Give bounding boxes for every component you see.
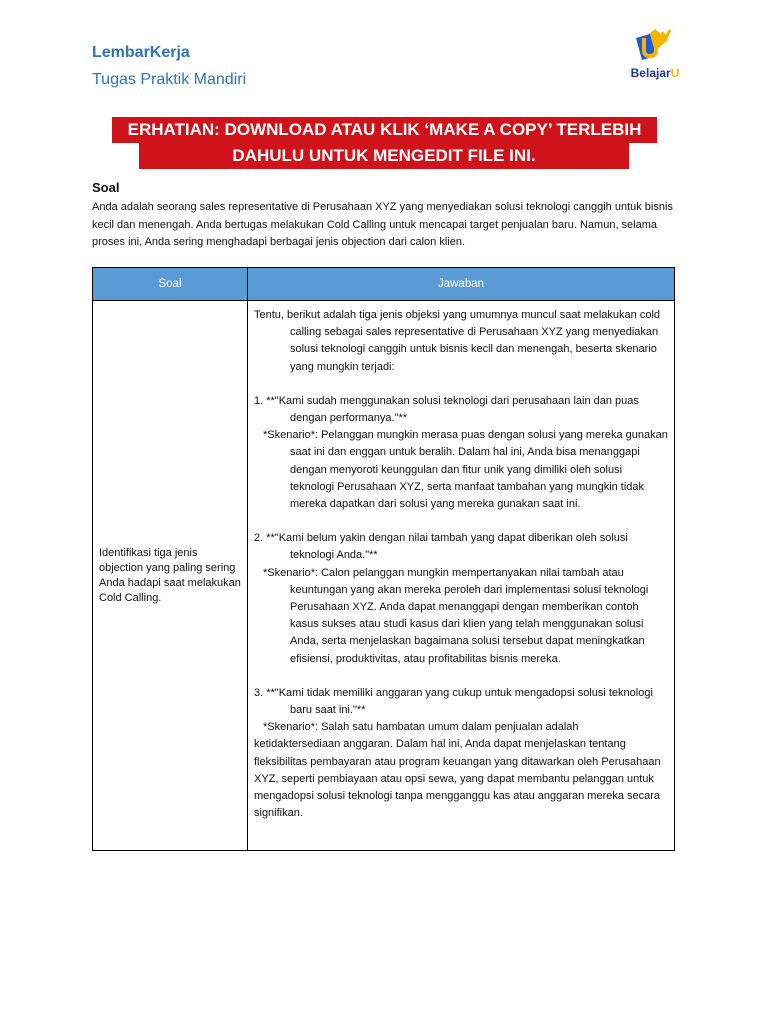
column-header-soal: Soal — [93, 268, 248, 301]
warning-banner — [0, 117, 768, 171]
answer-intro: Tentu, berikut adalah tiga jenis objeksi yang umumnya muncul saat melakukan cold calling sebagai sales representative di Perusahaan XYZ yang menyediakan solusi teknologi canggih untuk bisnis kecil dan menengah, beserta skenario yang mungkin terjadi: — [254, 309, 661, 373]
answer-cell — [248, 301, 675, 851]
soal-intro: Anda adalah seorang sales representative di Perusahaan XYZ yang menyediakan solusi teknologi canggih untuk bisnis kecil dan menengah. Anda bertugas melakukan Cold Calling untuk mencapai target penjualan baru. Namun, selama proses ini, Anda sering menghadapi berbagai jenis objection dari calon klien. — [92, 201, 673, 248]
logo-text-accent: U — [670, 66, 680, 80]
warning-line-2: DAHULU UNTUK MENGEDIT FILE INI. — [139, 143, 629, 169]
answer-item-3-scenario-label: *Skenario*: Salah satu hambatan umum dalam penjualan adalah — [263, 721, 579, 734]
qa-table — [92, 267, 675, 851]
worksheet-title: LembarKerja — [92, 44, 190, 61]
answer-item-1-quote: 1. **"Kami sudah menggunakan solusi teknologi dari perusahaan lain dan puas dengan performanya."** — [254, 394, 639, 425]
belajaru-logo-icon — [620, 26, 690, 66]
logo-text-main: Belajar — [630, 66, 671, 80]
belajaru-logo — [620, 26, 690, 86]
question-cell: Identifikasi tiga jenis objection yang paling sering Anda hadapi saat melakukan Cold Calling. — [93, 301, 248, 851]
column-header-jawaban: Jawaban — [248, 268, 675, 301]
worksheet-subtitle: Tugas Praktik Mandiri — [92, 71, 247, 88]
answer-item-2-scenario: *Skenario*: Calon pelanggan mungkin mempertanyakan nilai tambah atau keuntungan yang akan mereka peroleh dari implementasi solusi teknologi Perusahaan XYZ. Anda dapat menanggapi dengan memberikan contoh kasus sukses atau studi kasus dari klien yang telah menggunakan solusi Anda, serta menjelaskan bagaimana solusi tersebut dapat meningkatkan efisiensi, produktivitas, atau profitabilitas bisnis mereka. — [263, 566, 649, 665]
table-row — [93, 301, 675, 851]
soal-heading: Soal — [92, 180, 120, 195]
answer-item-1-scenario: *Skenario*: Pelanggan mungkin merasa puas dengan solusi yang mereka gunakan saat ini dan enggan untuk beralih. Dalam hal ini, Anda bisa menanggapi dengan menyoroti keunggulan dan fitur unik yang dimiliki oleh solusi teknologi Perusahaan XYZ, serta manfaat tambahan yang mungkin tidak mereka dapatkan dari solusi yang mereka gunakan saat ini. — [263, 429, 668, 511]
answer-item-2-quote: 2. **"Kami belum yakin dengan nilai tambah yang dapat diberikan oleh solusi teknologi Anda."** — [254, 532, 628, 562]
logo-wordmark — [620, 66, 690, 80]
table-header-row — [93, 268, 675, 301]
answer-item-3-quote: 3. **"Kami tidak memiliki anggaran yang cukup untuk mengadopsi solusi teknologi baru saat ini."** — [254, 686, 653, 717]
answer-item-3-scenario-rest: ketidaktersediaan anggaran. Dalam hal ini, Anda dapat menjelaskan tentang fleksibilitas pembayaran atau program keuangan yang ditawarkan oleh Perusahaan XYZ, seperti pembiayaan atau opsi sewa, yang dapat membantu pelanggan untuk mengadopsi solusi teknologi tanpa mengganggu kas atau anggaran mereka secara signifikan. — [254, 738, 661, 820]
warning-line-1: ERHATIAN: DOWNLOAD ATAU KLIK ‘MAKE A COPY’ TERLEBIH — [112, 117, 657, 143]
